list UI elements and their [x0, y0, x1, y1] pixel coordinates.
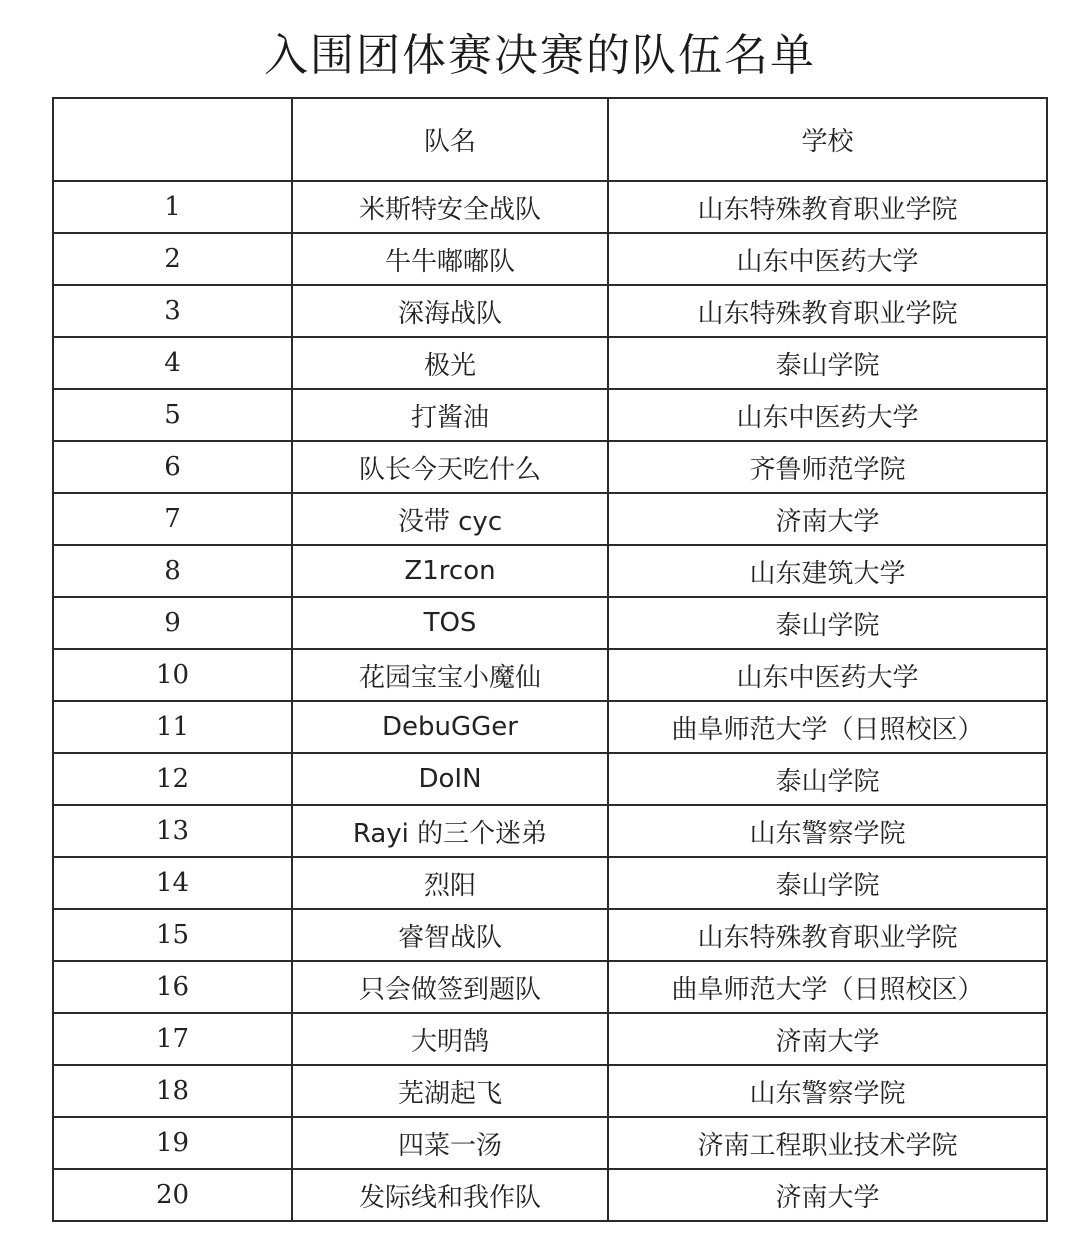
table-row [53, 1065, 1047, 1117]
school-cell: 曲阜师范大学（日照校区） [608, 701, 1047, 753]
team-name-cell: TOS [292, 597, 608, 649]
row-number: 17 [53, 1013, 292, 1065]
table-row [53, 857, 1047, 909]
row-number: 18 [53, 1065, 292, 1117]
row-number: 3 [53, 285, 292, 337]
table-header-row [53, 98, 1047, 181]
team-name-cell: 队长今天吃什么 [292, 441, 608, 493]
team-name-cell: 发际线和我作队 [292, 1169, 608, 1221]
school-cell: 山东特殊教育职业学院 [608, 909, 1047, 961]
table-row [53, 805, 1047, 857]
school-cell: 山东特殊教育职业学院 [608, 285, 1047, 337]
team-name-cell: DoIN [292, 753, 608, 805]
row-number: 1 [53, 181, 292, 233]
table-row [53, 753, 1047, 805]
team-name-cell: DebuGGer [292, 701, 608, 753]
school-cell: 曲阜师范大学（日照校区） [608, 961, 1047, 1013]
row-number: 7 [53, 493, 292, 545]
table-row [53, 441, 1047, 493]
row-number: 13 [53, 805, 292, 857]
table-row [53, 1117, 1047, 1169]
school-cell: 泰山学院 [608, 597, 1047, 649]
table-body [53, 181, 1047, 1221]
team-name-cell: Rayi 的三个迷弟 [292, 805, 608, 857]
school-cell: 山东特殊教育职业学院 [608, 181, 1047, 233]
team-name-cell: 只会做签到题队 [292, 961, 608, 1013]
school-cell: 济南大学 [608, 493, 1047, 545]
school-cell: 泰山学院 [608, 337, 1047, 389]
table-row [53, 337, 1047, 389]
school-cell: 山东中医药大学 [608, 649, 1047, 701]
team-name-cell: 深海战队 [292, 285, 608, 337]
table-row [53, 233, 1047, 285]
table-row [53, 1013, 1047, 1065]
team-name-cell: 打酱油 [292, 389, 608, 441]
table-row [53, 181, 1047, 233]
team-name-cell: 四菜一汤 [292, 1117, 608, 1169]
school-cell: 山东中医药大学 [608, 233, 1047, 285]
school-cell: 山东建筑大学 [608, 545, 1047, 597]
table-row [53, 909, 1047, 961]
table-row [53, 285, 1047, 337]
table-row [53, 389, 1047, 441]
team-name-cell: 极光 [292, 337, 608, 389]
school-cell: 济南大学 [608, 1169, 1047, 1221]
team-name-cell: 睿智战队 [292, 909, 608, 961]
header-number [53, 98, 292, 181]
row-number: 20 [53, 1169, 292, 1221]
row-number: 12 [53, 753, 292, 805]
table-row [53, 597, 1047, 649]
team-name-cell: 大明鹄 [292, 1013, 608, 1065]
row-number: 16 [53, 961, 292, 1013]
team-name-cell: 花园宝宝小魔仙 [292, 649, 608, 701]
page-title: 入围团体赛决赛的队伍名单 [264, 30, 816, 81]
row-number: 8 [53, 545, 292, 597]
row-number: 6 [53, 441, 292, 493]
table-row [53, 1169, 1047, 1221]
row-number: 4 [53, 337, 292, 389]
school-cell: 泰山学院 [608, 753, 1047, 805]
row-number: 5 [53, 389, 292, 441]
table-row [53, 493, 1047, 545]
school-cell: 山东警察学院 [608, 1065, 1047, 1117]
school-cell: 泰山学院 [608, 857, 1047, 909]
row-number: 10 [53, 649, 292, 701]
table-row [53, 649, 1047, 701]
table-row [53, 545, 1047, 597]
row-number: 14 [53, 857, 292, 909]
team-name-cell: 芜湖起飞 [292, 1065, 608, 1117]
school-cell: 山东中医药大学 [608, 389, 1047, 441]
team-roster-table [52, 97, 1048, 1222]
header-school: 学校 [608, 98, 1047, 181]
row-number: 15 [53, 909, 292, 961]
row-number: 2 [53, 233, 292, 285]
school-cell: 齐鲁师范学院 [608, 441, 1047, 493]
row-number: 19 [53, 1117, 292, 1169]
team-name-cell: 没带 cyc [292, 493, 608, 545]
row-number: 11 [53, 701, 292, 753]
school-cell: 济南工程职业技术学院 [608, 1117, 1047, 1169]
team-name-cell: 米斯特安全战队 [292, 181, 608, 233]
team-name-cell: 烈阳 [292, 857, 608, 909]
school-cell: 山东警察学院 [608, 805, 1047, 857]
team-name-cell: 牛牛嘟嘟队 [292, 233, 608, 285]
team-name-cell: Z1rcon [292, 545, 608, 597]
school-cell: 济南大学 [608, 1013, 1047, 1065]
row-number: 9 [53, 597, 292, 649]
header-team-name: 队名 [292, 98, 608, 181]
table-row [53, 961, 1047, 1013]
table-row [53, 701, 1047, 753]
